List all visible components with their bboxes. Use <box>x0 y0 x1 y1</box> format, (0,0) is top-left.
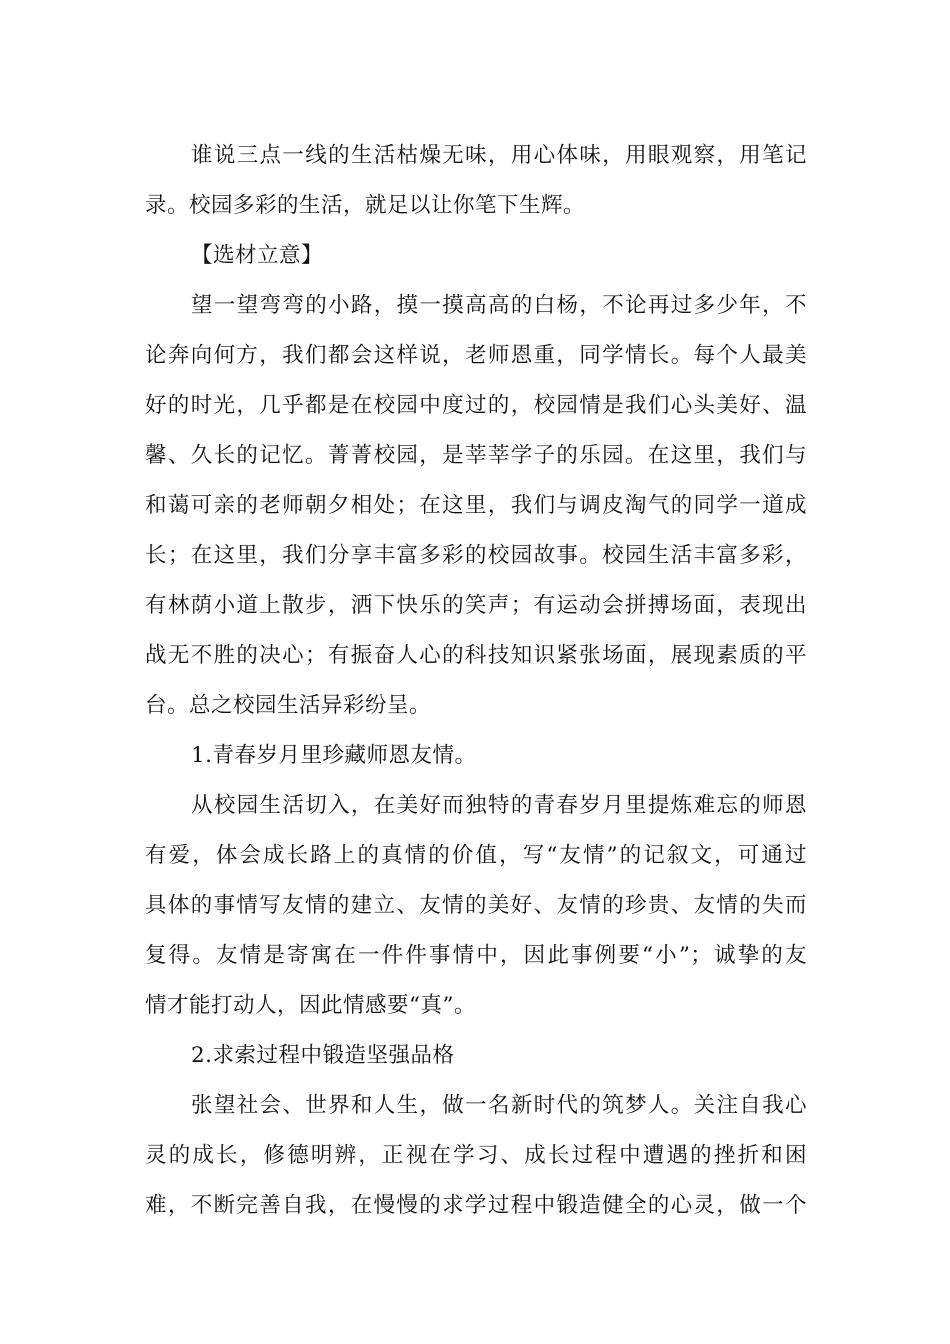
text-line: 难，不断完善自我，在慢慢的求学过程中锻造健全的心灵，做一个 <box>145 1193 807 1218</box>
document-page <box>145 131 807 1231</box>
text-line: 情才能打动人，因此情感要“真”。 <box>145 993 476 1018</box>
subheading-1: 1.青春岁月里珍藏师恩友情。 <box>191 743 477 768</box>
text-line: 从校园生活切入，在美好而独特的青春岁月里提炼难忘的师恩 <box>191 793 807 818</box>
text-line: 台。总之校园生活异彩纷呈。 <box>145 693 432 718</box>
text-line: 灵的成长，修德明辨，正视在学习、成长过程中遭遇的挫折和困 <box>145 1143 807 1168</box>
text-line: 复得。友情是寄寓在一件件事情中，因此事例要“小”；诚挚的友 <box>145 943 807 968</box>
text-line: 长；在这里，我们分享丰富多彩的校园故事。校园生活丰富多彩， <box>145 543 807 568</box>
section-heading: 【选材立意】 <box>191 243 324 268</box>
subheading-2: 2.求索过程中锻造坚强品格 <box>191 1043 455 1068</box>
text-line: 有林荫小道上散步，洒下快乐的笑声；有运动会拼搏场面，表现出 <box>145 593 807 618</box>
text-line: 有爱，体会成长路上的真情的价值，写“友情”的记叙文，可通过 <box>145 843 807 868</box>
text-line: 好的时光，几乎都是在校园中度过的，校园情是我们心头美好、温 <box>145 393 807 418</box>
text-line: 和蔼可亲的老师朝夕相处；在这里，我们与调皮淘气的同学一道成 <box>145 493 807 518</box>
text-line: 望一望弯弯的小路，摸一摸高高的白杨，不论再过多少年，不 <box>191 293 807 318</box>
text-line: 谁说三点一线的生活枯燥无味，用心体味，用眼观察，用笔记 <box>191 143 807 168</box>
text-line: 战无不胜的决心；有振奋人心的科技知识紧张场面，展现素质的平 <box>145 643 807 668</box>
text-line: 具体的事情写友情的建立、友情的美好、友情的珍贵、友情的失而 <box>145 893 807 918</box>
text-line: 馨、久长的记忆。菁菁校园，是莘莘学子的乐园。在这里，我们与 <box>145 443 807 468</box>
text-line: 张望社会、世界和人生，做一名新时代的筑梦人。关注自我心 <box>191 1093 807 1118</box>
text-line: 论奔向何方，我们都会这样说，老师恩重，同学情长。每个人最美 <box>145 343 807 368</box>
text-line: 录。校园多彩的生活，就足以让你笔下生辉。 <box>145 193 586 218</box>
